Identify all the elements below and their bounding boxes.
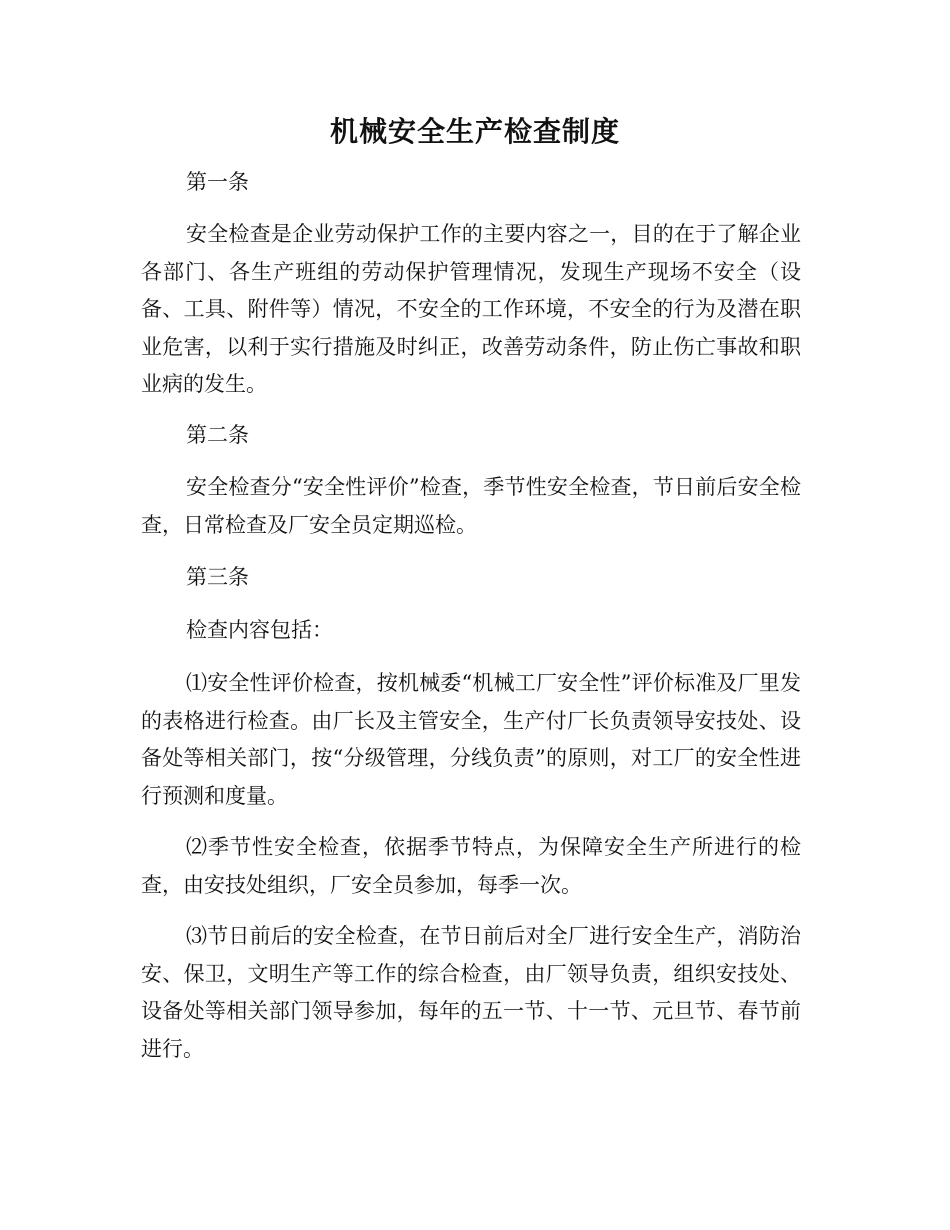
article-3-intro: 检查内容包括： xyxy=(186,618,333,642)
check-item-1: ⑴安全性评价检查，按机械委“机械工厂安全性”评价标准及厂里发的表格进行检查。由厂长及主管安全，生产付厂长负责领导安技处、设备处等相关部门，按“分级管理，分线负责”的原则，对工厂的安全性进行预测和度量。 xyxy=(141,671,801,808)
article-3-label: 第三条 xyxy=(186,565,249,589)
check-item-2: ⑵季节性安全检查，依据季节特点，为保障安全生产所进行的检查，由安技处组织，厂安全员参加，每季一次。 xyxy=(141,835,801,897)
article-2-text: 安全检查分“安全性评价”检查，季节性安全检查，节日前后安全检查，日常检查及厂安全员定期巡检。 xyxy=(141,475,801,537)
article-2-label: 第二条 xyxy=(186,423,249,447)
document-title: 机械安全生产检查制度 xyxy=(329,115,620,148)
check-item-3: ⑶节日前后的安全检查，在节日前后对全厂进行安全生产，消防治安、保卫，文明生产等工作的综合检查，由厂领导负责，组织安技处、设备处等相关部门领导参加，每年的五一节、十一节、元旦节、春节前进行。 xyxy=(141,924,801,1061)
article-1-label: 第一条 xyxy=(186,170,249,194)
article-1-text: 安全检查是企业劳动保护工作的主要内容之一，目的在于了解企业各部门、各生产班组的劳动保护管理情况，发现生产现场不安全（设备、工具、附件等）情况，不安全的工作环境，不安全的行为及潜在职业危害，以利于实行措施及时纠正，改善劳动条件，防止伤亡事故和职业病的发生。 xyxy=(141,222,801,396)
